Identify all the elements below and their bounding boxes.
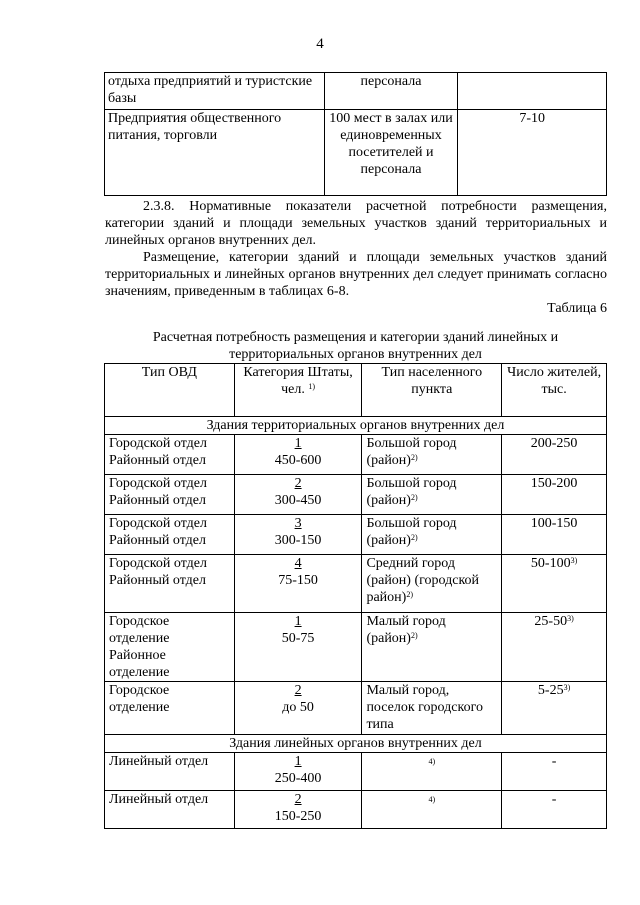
- footnote-mark: 2): [410, 631, 418, 640]
- category-number: 4: [294, 556, 302, 571]
- settlement-cell: [362, 682, 502, 735]
- category-cell: [234, 475, 362, 515]
- population-cell: [502, 435, 607, 475]
- settlement-text: Большой город (район): [366, 436, 457, 468]
- table-caption: Расчетная потребность размещения и категории зданий линейных и территориальных органов внутренних дел: [152, 330, 559, 362]
- footnote-mark: 4): [428, 757, 436, 766]
- table-row: [105, 435, 607, 475]
- footnote-mark: 2): [410, 453, 418, 462]
- population-cell: -: [502, 753, 607, 791]
- population-text: 150-200: [530, 476, 578, 491]
- category-number: 2: [294, 683, 302, 698]
- population-cell: [502, 475, 607, 515]
- footnote-mark: 1): [308, 382, 316, 391]
- continued-table: [104, 72, 607, 196]
- staff-range: 300-450: [274, 493, 322, 508]
- category-cell: [234, 613, 362, 682]
- population-text: 100-150: [530, 516, 578, 531]
- staff-range: до 50: [282, 700, 314, 715]
- population-text: 50-100: [530, 556, 571, 571]
- territorial-rows: [105, 435, 607, 735]
- table-label: Таблица 6: [547, 301, 607, 316]
- table-cell: 7-10: [458, 110, 607, 196]
- footnote-mark: 2): [410, 493, 418, 502]
- population-cell: -: [502, 791, 607, 829]
- population-text: 5-25: [537, 683, 564, 698]
- type-cell: Городской отдел Районный отдел: [105, 475, 235, 515]
- footnote-mark: 3): [570, 556, 578, 565]
- category-cell: [234, 515, 362, 555]
- population-cell: [502, 682, 607, 735]
- section-row: [105, 417, 607, 435]
- settlement-text: Малый город (район): [366, 614, 446, 646]
- staff-range: 300-150: [274, 533, 322, 548]
- header-cell: Число жителей, тыс.: [502, 364, 607, 417]
- settlement-cell: [362, 753, 502, 791]
- footnote-mark: 2): [410, 533, 418, 542]
- section-cell: Здания линейных органов внутренних дел: [105, 735, 607, 753]
- table-cell: 100 мест в залах или единовременных посетителей и персонала: [324, 110, 458, 196]
- table-row: [105, 682, 607, 735]
- table-row: [105, 753, 607, 791]
- category-number: 1: [294, 614, 302, 629]
- settlement-cell: [362, 435, 502, 475]
- type-cell: Городской отдел Районный отдел: [105, 435, 235, 475]
- type-cell: Городское отделение Районное отделение: [105, 613, 235, 682]
- settlement-cell: [362, 613, 502, 682]
- settlement-cell: [362, 555, 502, 613]
- footnote-mark: 3): [563, 683, 571, 692]
- staff-range: 50-75: [281, 631, 315, 646]
- settlement-cell: [362, 791, 502, 829]
- header-cell: Тип населенного пункта: [362, 364, 502, 417]
- settlement-cell: [362, 515, 502, 555]
- category-cell: [234, 555, 362, 613]
- table-cell: Предприятия общественного питания, торговли: [105, 110, 325, 196]
- main-table: [104, 363, 607, 829]
- category-cell: [234, 435, 362, 475]
- settlement-text: Малый город, поселок городского типа: [366, 683, 483, 732]
- table-row: [105, 475, 607, 515]
- paragraph: 2.3.8. Нормативные показатели расчетной потребности размещения, категории зданий и площади земельных участков зданий территориальных и линейных органов внутренних дел.: [105, 199, 607, 248]
- category-number: 2: [294, 476, 302, 491]
- settlement-text: Большой город (район): [366, 476, 457, 508]
- table-row: [105, 613, 607, 682]
- staff-range: 75-150: [278, 573, 318, 588]
- population-cell: [502, 613, 607, 682]
- category-cell: [234, 753, 362, 791]
- table-cell: [458, 73, 607, 110]
- type-cell: Линейный отдел: [105, 791, 235, 829]
- table-header-row: [105, 364, 607, 417]
- footnote-mark: 4): [428, 795, 436, 804]
- type-cell: Городское отделение: [105, 682, 235, 735]
- table-row: [105, 73, 607, 110]
- header-cell: [234, 364, 362, 417]
- settlement-text: Большой город (район): [366, 516, 457, 548]
- footnote-mark: 3): [567, 614, 574, 623]
- header-text: Категория Штаты, чел.: [243, 365, 353, 397]
- type-cell: Городской отдел Районный отдел: [105, 555, 235, 613]
- footnote-mark: 2): [406, 590, 413, 599]
- header-cell: Тип ОВД: [105, 364, 235, 417]
- section-row: [105, 735, 607, 753]
- population-cell: [502, 515, 607, 555]
- table-row: [105, 110, 607, 196]
- population-cell: [502, 555, 607, 613]
- category-number: 1: [294, 436, 302, 451]
- table-cell: персонала: [324, 73, 458, 110]
- table-row: [105, 791, 607, 829]
- staff-range: 450-600: [274, 453, 322, 468]
- table-row: [105, 515, 607, 555]
- settlement-cell: [362, 475, 502, 515]
- population-text: 200-250: [530, 436, 578, 451]
- population-text: 25-50: [534, 614, 568, 629]
- section-cell: Здания территориальных органов внутренних дел: [105, 417, 607, 435]
- staff-range: 250-400: [274, 771, 322, 786]
- category-number: 3: [294, 516, 302, 531]
- type-cell: Городской отдел Районный отдел: [105, 515, 235, 555]
- category-number: 1: [294, 754, 302, 769]
- category-number: 2: [294, 792, 302, 807]
- table-cell: отдыха предприятий и туристские базы: [105, 73, 325, 110]
- category-cell: [234, 791, 362, 829]
- linear-rows: [105, 753, 607, 829]
- settlement-text: Средний город (район) (городской район): [366, 556, 480, 605]
- paragraph: Размещение, категории зданий и площади земельных участков зданий территориальных и линейных органов внутренних дел следует принимать согласно значениям, приведенным в таблицах 6-8.: [105, 250, 607, 299]
- type-cell: Линейный отдел: [105, 753, 235, 791]
- page-number: 4: [316, 36, 324, 52]
- staff-range: 150-250: [274, 809, 322, 824]
- table-row: [105, 555, 607, 613]
- category-cell: [234, 682, 362, 735]
